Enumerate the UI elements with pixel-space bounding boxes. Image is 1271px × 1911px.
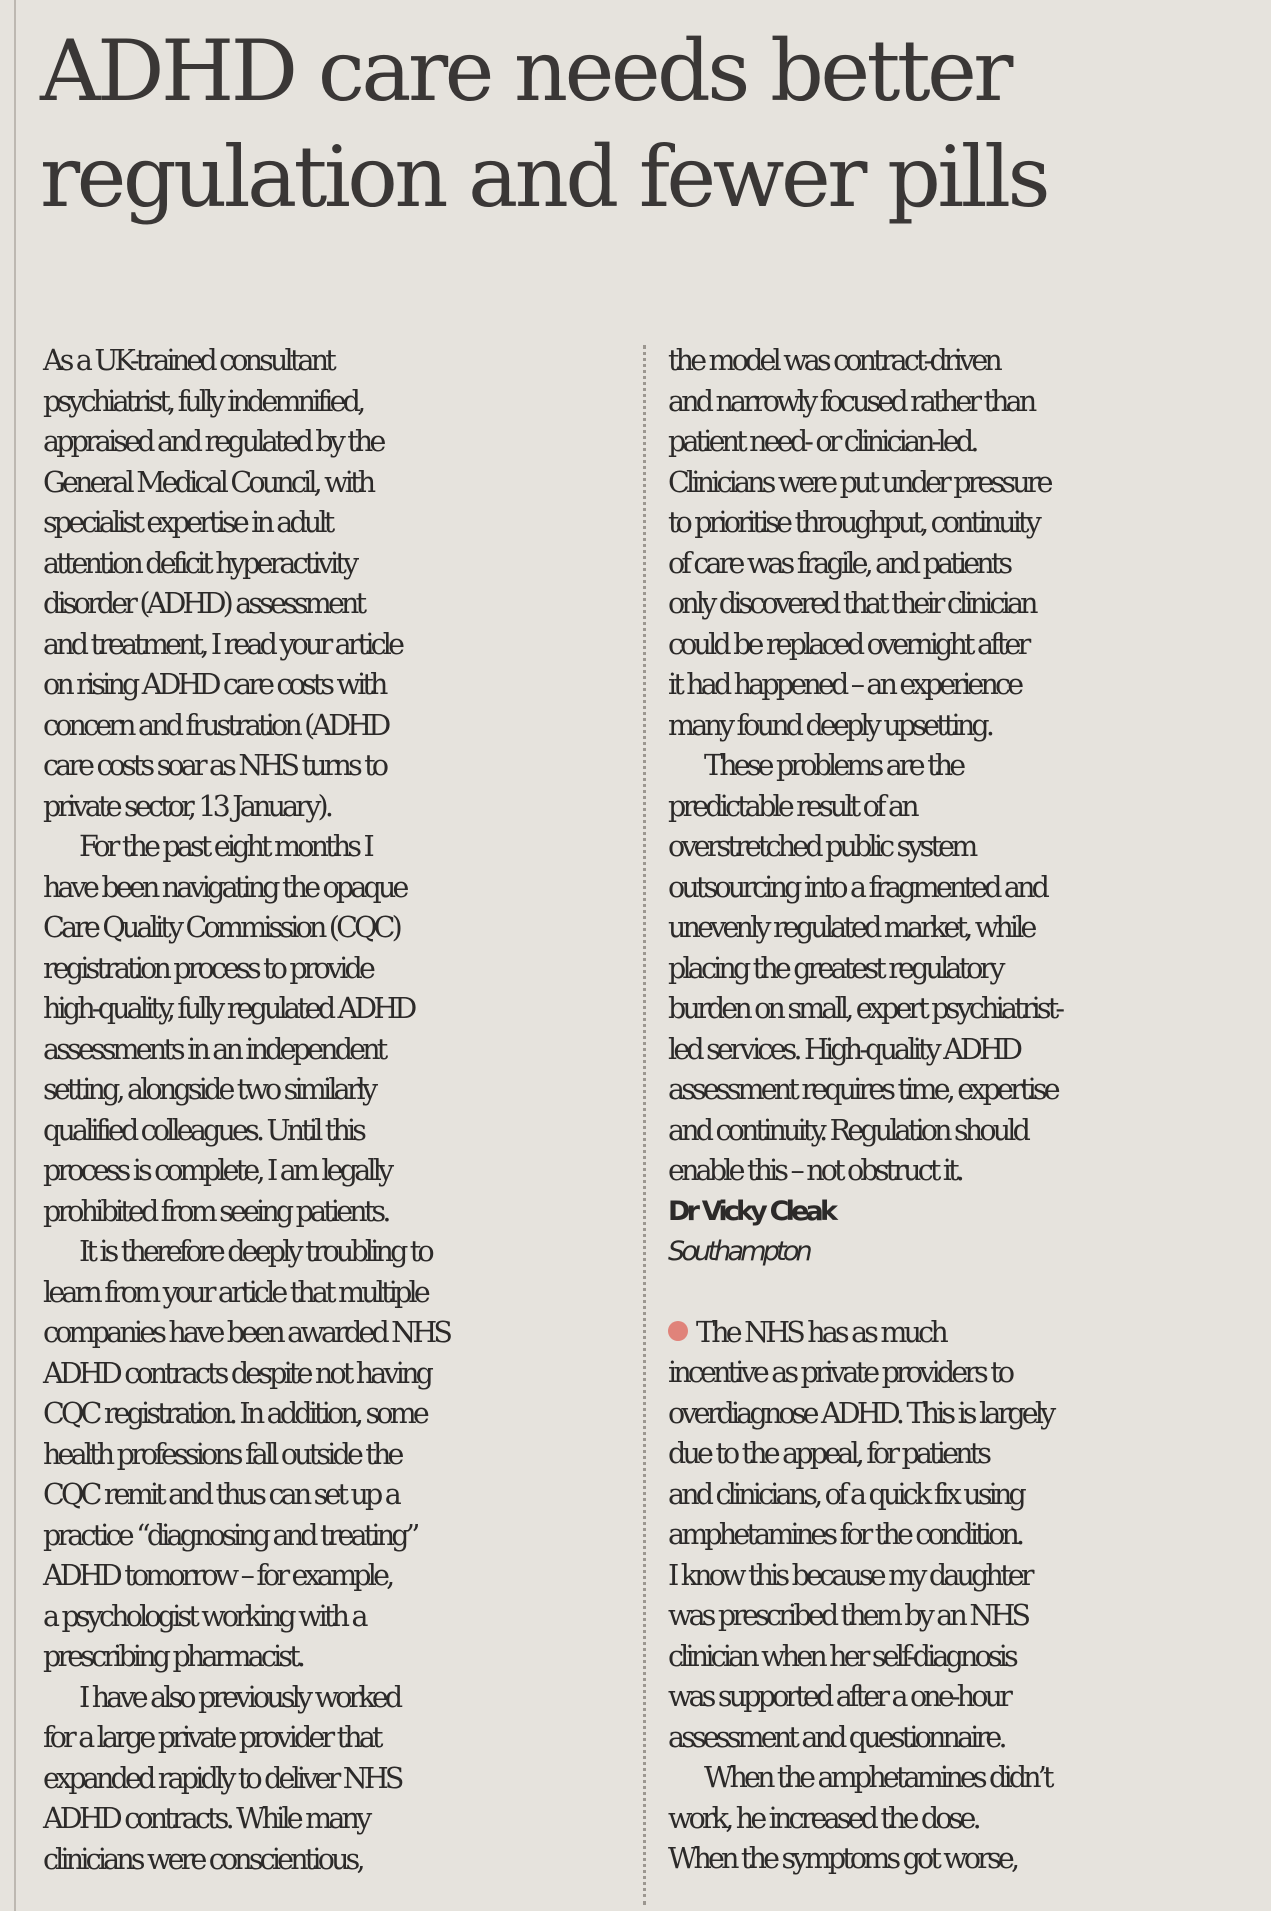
text-line: many found deeply upsetting. xyxy=(668,708,992,742)
text-line: companies have been awarded NHS xyxy=(43,1316,450,1349)
text-line: disorder (ADHD) assessment xyxy=(43,587,364,620)
text-line: When the symptoms got worse, xyxy=(668,1842,1017,1875)
text-line: psychiatrist, fully indemnified, xyxy=(43,384,363,418)
text-line: work, he increased the dose. xyxy=(668,1801,978,1835)
text-line: and continuity. Regulation should xyxy=(668,1113,1028,1147)
letter1-paragraph-4-start xyxy=(43,1678,633,1881)
text-line: registration process to provide xyxy=(43,951,373,985)
headline xyxy=(40,18,1250,230)
text-line: enable this – not obstruct it. xyxy=(668,1154,962,1187)
text-line: clinicians were conscientious, xyxy=(43,1842,362,1876)
text-line: have been navigating the opaque xyxy=(43,870,406,904)
text-line: prohibited from seeing patients. xyxy=(43,1194,388,1228)
text-line: overstretched public system xyxy=(668,830,975,863)
text-line: CQC remit and thus can set up a xyxy=(43,1478,398,1511)
text-line: expanded rapidly to deliver NHS xyxy=(43,1761,401,1795)
text-line: prescribing pharmacist. xyxy=(43,1640,303,1673)
text-line: incentive as private providers to xyxy=(668,1356,1012,1389)
text-line: for a large private provider that xyxy=(43,1721,380,1754)
page-left-rule xyxy=(14,0,16,1911)
text-line-first xyxy=(668,1313,1258,1354)
text-line: ADHD contracts despite not having xyxy=(43,1356,431,1390)
letter-bullet-icon xyxy=(668,1321,688,1341)
text-line: assessments in an independent xyxy=(43,1032,385,1066)
text-line: patient need- or clinician-led. xyxy=(668,425,976,458)
text-line: ADHD contracts. While many xyxy=(43,1802,369,1835)
text-line: assessment and questionnaire. xyxy=(668,1720,1004,1754)
text-line: placing the greatest regulatory xyxy=(668,951,1002,985)
text-line: care costs soar as NHS turns to xyxy=(43,749,386,782)
letter2-paragraph-1 xyxy=(668,1313,1258,1759)
text-line: learn from your article that multiple xyxy=(43,1275,427,1309)
text-line: outsourcing into a fragmented and xyxy=(668,870,1047,904)
text-line: The NHS has as much xyxy=(696,1315,945,1349)
text-line: amphetamines for the condition. xyxy=(668,1518,1022,1551)
text-line: to prioritise throughput, continuity xyxy=(668,506,1039,539)
text-line: and treatment, I read your article xyxy=(43,627,402,661)
text-line: private sector, 13 January). xyxy=(43,789,331,823)
text-line: unevenly regulated market, while xyxy=(668,911,1034,944)
text-line: attention deficit hyperactivity xyxy=(43,546,356,580)
text-line: overdiagnose ADHD. This is largely xyxy=(668,1396,1053,1430)
text-line: health professions fall outside the xyxy=(43,1437,401,1471)
letter1-paragraph-4-continued xyxy=(668,341,1258,746)
text-line: burden on small, expert psychiatrist- xyxy=(668,992,1062,1025)
text-line: When the amphetamines didn’t xyxy=(704,1761,1051,1794)
text-line: qualified colleagues. Until this xyxy=(43,1113,364,1147)
text-line: high-quality, fully regulated ADHD xyxy=(43,992,414,1025)
letter1-paragraph-1 xyxy=(43,341,633,827)
text-line: clinician when her self-diagnosis xyxy=(668,1639,1015,1673)
text-line: it had happened – an experience xyxy=(668,668,1021,701)
text-line: These problems are the xyxy=(704,749,963,782)
text-line: assessment requires time, expertise xyxy=(668,1073,1057,1106)
text-line: ADHD tomorrow – for example, xyxy=(43,1559,392,1592)
text-line: predictable result of an xyxy=(668,789,916,823)
text-line: and narrowly focused rather than xyxy=(668,384,1034,418)
letter1-paragraph-5 xyxy=(668,746,1258,1192)
text-line: Clinicians were put under pressure xyxy=(668,465,1050,499)
text-line: led services. High-quality ADHD xyxy=(668,1032,1020,1066)
text-line: For the past eight months I xyxy=(79,830,371,863)
text-line: General Medical Council, with xyxy=(43,465,373,499)
text-line: process is complete, I am legally xyxy=(43,1154,391,1187)
text-line: a psychologist working with a xyxy=(43,1599,365,1633)
text-line: Care Quality Commission (CQC) xyxy=(43,911,399,944)
letter-separator-space xyxy=(668,1273,1258,1313)
author-location: Southampton xyxy=(668,1236,809,1267)
letter1-paragraph-3 xyxy=(43,1232,633,1678)
headline-line-1: ADHD care needs better xyxy=(40,22,1010,120)
text-line: specialist expertise in adult xyxy=(43,506,332,539)
text-line: of care was fragile, and patients xyxy=(668,546,1010,580)
text-line: was prescribed them by an NHS xyxy=(668,1599,1028,1632)
text-line: concern and frustration (ADHD xyxy=(43,708,388,742)
text-line: and clinicians, of a quick fix using xyxy=(668,1477,1023,1511)
text-line: due to the appeal, for patients xyxy=(668,1437,989,1470)
text-line: As a UK-trained consultant xyxy=(43,344,333,377)
column-divider xyxy=(643,345,646,1905)
text-line: It is therefore deeply troubling to xyxy=(79,1235,431,1268)
letter2-paragraph-2 xyxy=(668,1758,1258,1880)
letter1-paragraph-2 xyxy=(43,827,633,1232)
text-line: only discovered that their clinician xyxy=(668,587,1035,620)
author-name: Dr Vicky Cleak xyxy=(668,1195,835,1227)
text-line: the model was contract-driven xyxy=(668,344,999,377)
text-line: setting, alongside two similarly xyxy=(43,1073,375,1106)
text-line: on rising ADHD care costs with xyxy=(43,668,385,701)
letter1-signature xyxy=(668,1192,1258,1273)
text-line: was supported after a one-hour xyxy=(668,1680,1010,1713)
right-column xyxy=(668,341,1258,1880)
text-line: practice “diagnosing and treating” xyxy=(43,1518,417,1552)
text-line: I have also previously worked xyxy=(79,1680,400,1714)
left-column xyxy=(43,341,633,1880)
text-line: could be replaced overnight after xyxy=(668,627,1028,661)
text-line: I know this because my daughter xyxy=(668,1558,1031,1592)
text-line: CQC registration. In addition, some xyxy=(43,1397,426,1430)
text-line: appraised and regulated by the xyxy=(43,425,383,458)
headline-line-2: regulation and fewer pills xyxy=(40,128,1048,226)
